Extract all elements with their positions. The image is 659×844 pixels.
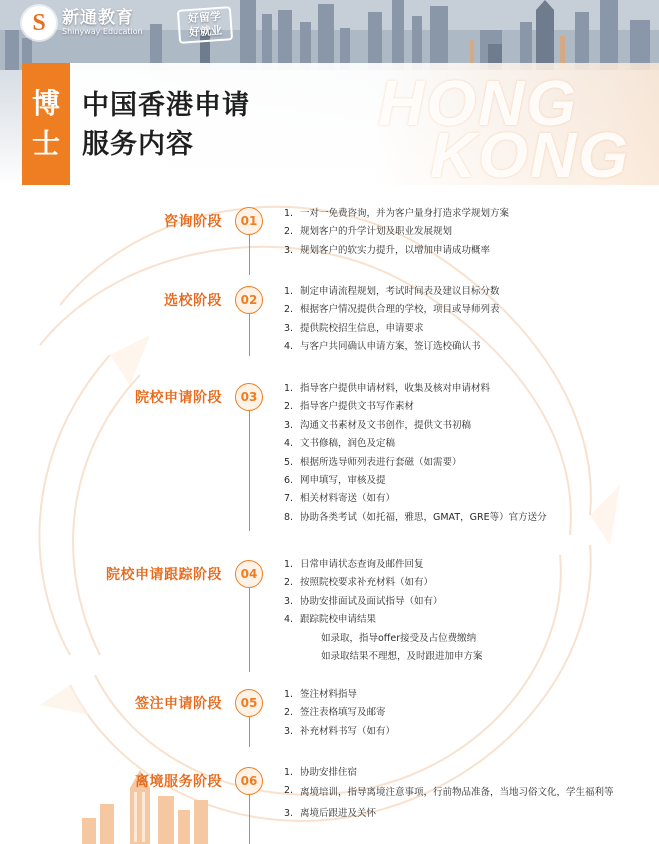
stage-number-badge: 03 <box>235 383 263 411</box>
degree-char-2: 士 <box>31 127 60 160</box>
list-item: 2. 规划客户的升学计划及职业发展规划 <box>284 226 453 238</box>
page-title <box>82 86 250 164</box>
list-item: 1. 签注材料指导 <box>284 689 358 700</box>
list-item: 1. 一对一免费咨询，并为客户量身打造求学规划方案 <box>284 208 510 219</box>
stage-number-badge: 06 <box>235 767 263 795</box>
list-item: 4. 跟踪院校申请结果 <box>284 614 377 626</box>
stage-items-application <box>284 383 634 530</box>
list-item: 3. 协助安排面试及面试指导（如有） <box>284 595 443 607</box>
list-item: 7. 相关材料寄送（如有） <box>284 493 396 505</box>
kong-watermark: KONG <box>430 119 630 185</box>
degree-tab <box>22 63 70 185</box>
list-item: 3. 离境后跟进及关怀 <box>284 807 377 819</box>
list-item: 1. 协助安排住宿 <box>284 767 358 778</box>
list-item: 3. 提供院校招生信息，申请要求 <box>284 322 424 334</box>
stage-connector-line <box>249 588 250 672</box>
list-item: 1. 指导客户提供申请材料，收集及核对申请材料 <box>284 383 491 394</box>
logo-name-cn: 新通教育 <box>62 8 134 29</box>
brand-logo <box>22 6 143 40</box>
slogan-line-1: 好留学 <box>187 9 222 26</box>
stage-number-badge: 05 <box>235 689 263 717</box>
stage-connector-line <box>249 795 250 844</box>
page-title-line-1: 中国香港申请 <box>82 90 250 121</box>
stage-number-badge: 02 <box>235 286 263 314</box>
list-item: 4. 文书修稿，润色及定稿 <box>284 438 396 450</box>
stage-items-school-selection <box>284 286 634 360</box>
stage-connector-line <box>249 411 250 531</box>
stage-label-application: 院校申请阶段 <box>135 390 222 406</box>
stage-connector-line <box>249 314 250 356</box>
slogan-line-2: 好就业 <box>188 23 223 40</box>
header-banner <box>0 0 659 185</box>
list-item: 8. 协助各类考试（如托福，雅思，GMAT，GRE等）官方送分 <box>284 511 547 523</box>
stage-items-consultation <box>284 208 634 263</box>
stage-label-school-selection: 选校阶段 <box>164 293 222 309</box>
slogan-stamp <box>177 6 233 44</box>
list-item: 4. 与客户共同确认申请方案，签订选校确认书 <box>284 341 481 353</box>
list-item: 2. 指导客户提供文书写作素材 <box>284 401 415 413</box>
stage-number-badge: 01 <box>235 207 263 235</box>
list-item: 2. 按照院校要求补充材料（如有） <box>284 577 434 589</box>
list-item: 2. 根据客户情况提供合理的学校，项目或导师列表 <box>284 304 500 316</box>
stage-items-departure <box>284 767 634 826</box>
stage-label-departure: 离境服务阶段 <box>135 774 222 790</box>
stage-label-consultation: 咨询阶段 <box>164 214 222 230</box>
list-item: 2. 离境培训，指导离境注意事项，行前物品准备，当地习俗文化，学生福利等 <box>284 785 614 799</box>
list-sub-item: 如录取，指导offer接受及占位费缴纳 <box>321 632 477 644</box>
stage-items-tracking <box>284 559 634 669</box>
stage-number-badge: 04 <box>235 560 263 588</box>
stage-connector-line <box>249 717 250 747</box>
stage-items-endorsement <box>284 689 634 744</box>
list-item: 2. 签注表格填写及邮寄 <box>284 707 386 719</box>
list-item: 3. 沟通文书素材及文书创作，提供文书初稿 <box>284 419 472 431</box>
hong-watermark: HONG <box>378 67 578 139</box>
logo-text <box>62 9 143 36</box>
list-item: 3. 补充材料书写（如有） <box>284 725 396 737</box>
list-item: 6. 网申填写，审核及提 <box>284 474 386 486</box>
list-item: 3. 规划客户的软实力提升，以增加申请成功概率 <box>284 244 491 256</box>
list-item: 1. 制定申请流程规划，考试时间表及建议目标分数 <box>284 286 500 297</box>
stage-label-endorsement: 签注申请阶段 <box>135 696 222 712</box>
stage-label-tracking: 院校申请跟踪阶段 <box>106 567 222 583</box>
logo-name-en: Shinyway Education <box>62 26 143 36</box>
logo-mark-icon: S <box>22 6 56 40</box>
page-title-line-2: 服务内容 <box>82 129 194 160</box>
list-item: 1. 日常申请状态查询及邮件回复 <box>284 559 424 570</box>
list-item: 5. 根据所选导师列表进行套磁（如需要） <box>284 456 462 468</box>
degree-char-1: 博 <box>31 87 60 120</box>
list-sub-item: 如录取结果不理想，及时跟进加申方案 <box>321 650 483 662</box>
stage-connector-line <box>249 235 250 275</box>
